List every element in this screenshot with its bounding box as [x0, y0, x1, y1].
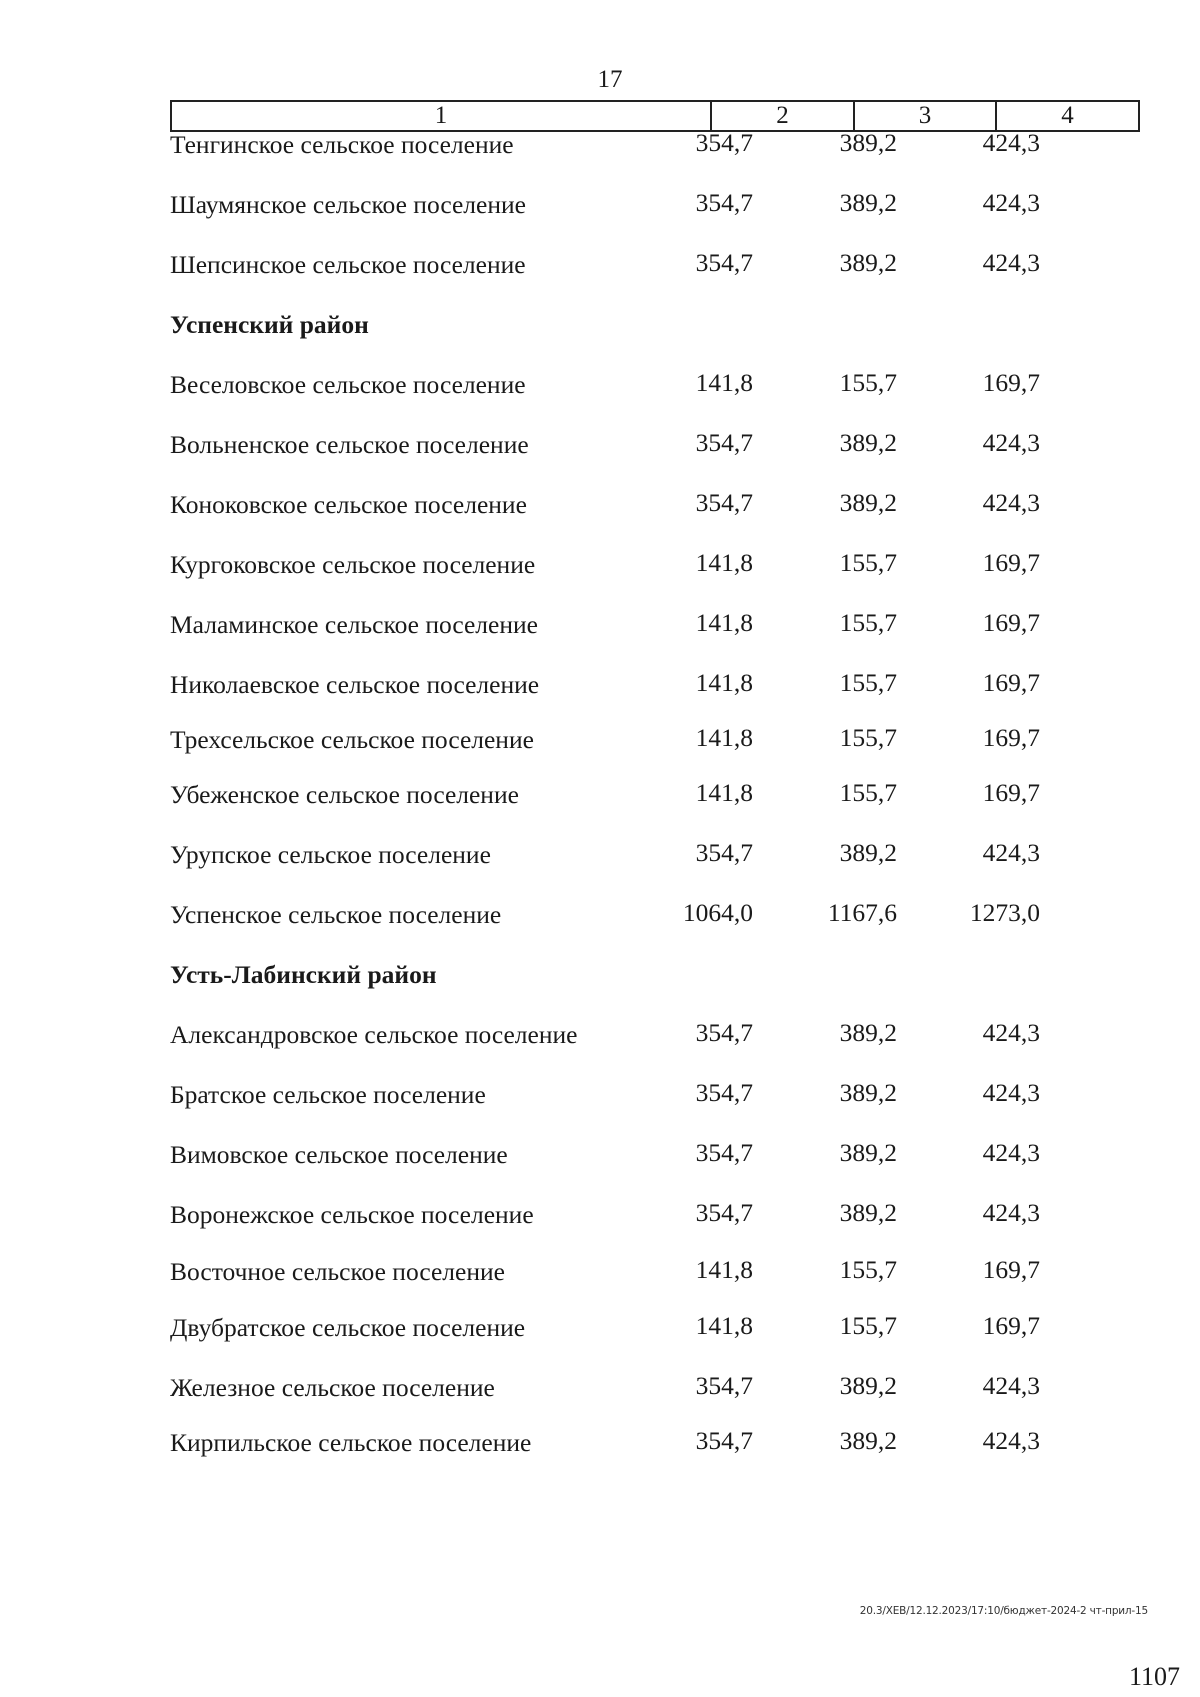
- table-row: [170, 670, 1140, 706]
- col-2-value: 354,7: [695, 1426, 753, 1455]
- table-row: [170, 490, 1140, 526]
- settlement-name: Кирпильское сельское поселение: [170, 1428, 532, 1457]
- col-4-value: 424,3: [982, 428, 1040, 457]
- col-3-value: 389,2: [839, 248, 897, 277]
- col-2-value: 354,7: [695, 428, 753, 457]
- settlement-name: Шаумянское сельское поселение: [170, 190, 526, 219]
- col-3-value: 155,7: [839, 1255, 897, 1284]
- col-2-value: 354,7: [695, 1078, 753, 1107]
- district-heading-row: [170, 310, 1140, 346]
- page-number: 17: [597, 66, 623, 93]
- col-3-value: 155,7: [839, 668, 897, 697]
- col-3-value: 1167,6: [827, 898, 897, 927]
- col-3-value: 389,2: [839, 1198, 897, 1227]
- header-col-1: 1: [172, 102, 712, 130]
- col-4-value: 424,3: [982, 1078, 1040, 1107]
- col-2-value: 354,7: [695, 1371, 753, 1400]
- col-4-value: 169,7: [982, 1311, 1040, 1340]
- col-4-value: 424,3: [982, 488, 1040, 517]
- header-col-4: 4: [1061, 102, 1074, 129]
- col-4-value: 424,3: [982, 1371, 1040, 1400]
- col-3-value: 155,7: [839, 1311, 897, 1340]
- table-row: [170, 550, 1140, 586]
- col-4-value: 169,7: [982, 1255, 1040, 1284]
- settlement-name: Вимовское сельское поселение: [170, 1140, 508, 1169]
- col-2-value: 354,7: [695, 188, 753, 217]
- col-2-value: 141,8: [695, 608, 753, 637]
- col-2-value: 1064,0: [682, 898, 753, 927]
- table-row: [170, 1428, 1140, 1464]
- col-4-value: 169,7: [982, 723, 1040, 752]
- table-row: [170, 190, 1140, 226]
- col-2-value: 354,7: [695, 1198, 753, 1227]
- header-col-2: 2: [712, 102, 855, 130]
- settlement-name: Успенское сельское поселение: [170, 900, 502, 929]
- col-4-value: 169,7: [982, 368, 1040, 397]
- table-row: [170, 1313, 1140, 1349]
- table-row: [170, 370, 1140, 406]
- col-3-value: 389,2: [839, 188, 897, 217]
- settlement-name: Братское сельское поселение: [170, 1080, 486, 1109]
- table-row: [170, 1257, 1140, 1293]
- settlement-name: Двубратское сельское поселение: [170, 1313, 526, 1342]
- col-4-value: 424,3: [982, 838, 1040, 867]
- col-3-value: 155,7: [839, 608, 897, 637]
- col-3-value: 389,2: [839, 1426, 897, 1455]
- col-2-value: 141,8: [695, 668, 753, 697]
- col-2-value: 141,8: [695, 368, 753, 397]
- table-row: [170, 1140, 1140, 1176]
- col-4-value: 424,3: [982, 1198, 1040, 1227]
- table-row: [170, 1020, 1140, 1056]
- district-heading-row: [170, 960, 1140, 996]
- settlement-name: Убеженское сельское поселение: [170, 780, 519, 809]
- col-4-value: 169,7: [982, 668, 1040, 697]
- settlement-name: Маламинское сельское поселение: [170, 610, 538, 639]
- col-4-value: 169,7: [982, 778, 1040, 807]
- col-4-value: 1273,0: [969, 898, 1040, 927]
- settlement-name: Николаевское сельское поселение: [170, 670, 540, 699]
- col-3-value: 155,7: [839, 548, 897, 577]
- col-4-value: 424,3: [982, 1138, 1040, 1167]
- col-4-value: 424,3: [982, 248, 1040, 277]
- col-3-value: 155,7: [839, 368, 897, 397]
- col-2-value: 141,8: [695, 778, 753, 807]
- col-3-value: 389,2: [839, 1018, 897, 1047]
- district-name: Успенский район: [170, 310, 369, 339]
- col-3-value: 389,2: [839, 838, 897, 867]
- settlement-name: Шепсинское сельское поселение: [170, 250, 526, 279]
- col-4-value: 424,3: [982, 1426, 1040, 1455]
- table-row: [170, 840, 1140, 876]
- settlement-name: Александровское сельское поселение: [170, 1020, 578, 1049]
- col-2-value: 141,8: [695, 723, 753, 752]
- settlement-name: Веселовское сельское поселение: [170, 370, 526, 399]
- col-4-value: 424,3: [982, 128, 1040, 157]
- col-2-value: 141,8: [695, 548, 753, 577]
- col-4-value: 424,3: [982, 188, 1040, 217]
- col-3-value: 155,7: [839, 723, 897, 752]
- col-2-value: 354,7: [695, 1018, 753, 1047]
- table-row: [170, 610, 1140, 646]
- settlement-name: Воронежское сельское поселение: [170, 1200, 534, 1229]
- header-col-3: 3: [855, 102, 997, 130]
- table-row: [170, 130, 1140, 166]
- col-3-value: 389,2: [839, 1371, 897, 1400]
- document-code: 20.3/ХЕВ/12.12.2023/17:10/бюджет-2024-2 чт-прил-15: [859, 1605, 1148, 1617]
- settlement-name: Урупское сельское поселение: [170, 840, 491, 869]
- col-2-value: 354,7: [695, 128, 753, 157]
- table-row: [170, 1373, 1140, 1409]
- settlement-name: Тенгинское сельское поселение: [170, 130, 514, 159]
- settlement-name: Вольненское сельское поселение: [170, 430, 529, 459]
- col-2-value: 354,7: [695, 248, 753, 277]
- settlement-name: Трехсельское сельское поселение: [170, 725, 534, 754]
- col-4-value: 169,7: [982, 548, 1040, 577]
- col-3-value: 389,2: [839, 428, 897, 457]
- table-row: [170, 725, 1140, 761]
- col-4-value: 169,7: [982, 608, 1040, 637]
- col-3-value: 389,2: [839, 128, 897, 157]
- table-row: [170, 1200, 1140, 1236]
- col-3-value: 389,2: [839, 1078, 897, 1107]
- settlement-name: Восточное сельское поселение: [170, 1257, 505, 1286]
- col-3-value: 155,7: [839, 778, 897, 807]
- settlement-name: Железное сельское поселение: [170, 1373, 495, 1402]
- district-name: Усть-Лабинский район: [170, 960, 437, 989]
- table-row: [170, 780, 1140, 816]
- col-2-value: 354,7: [695, 1138, 753, 1167]
- table-row: [170, 430, 1140, 466]
- table-row: [170, 1080, 1140, 1116]
- col-2-value: 141,8: [695, 1255, 753, 1284]
- col-3-value: 389,2: [839, 1138, 897, 1167]
- col-4-value: 424,3: [982, 1018, 1040, 1047]
- col-2-value: 354,7: [695, 838, 753, 867]
- table-row: [170, 900, 1140, 936]
- settlement-name: Коноковское сельское поселение: [170, 490, 527, 519]
- table-row: [170, 250, 1140, 286]
- settlement-name: Кургоковское сельское поселение: [170, 550, 536, 579]
- col-3-value: 389,2: [839, 488, 897, 517]
- col-2-value: 141,8: [695, 1311, 753, 1340]
- col-2-value: 354,7: [695, 488, 753, 517]
